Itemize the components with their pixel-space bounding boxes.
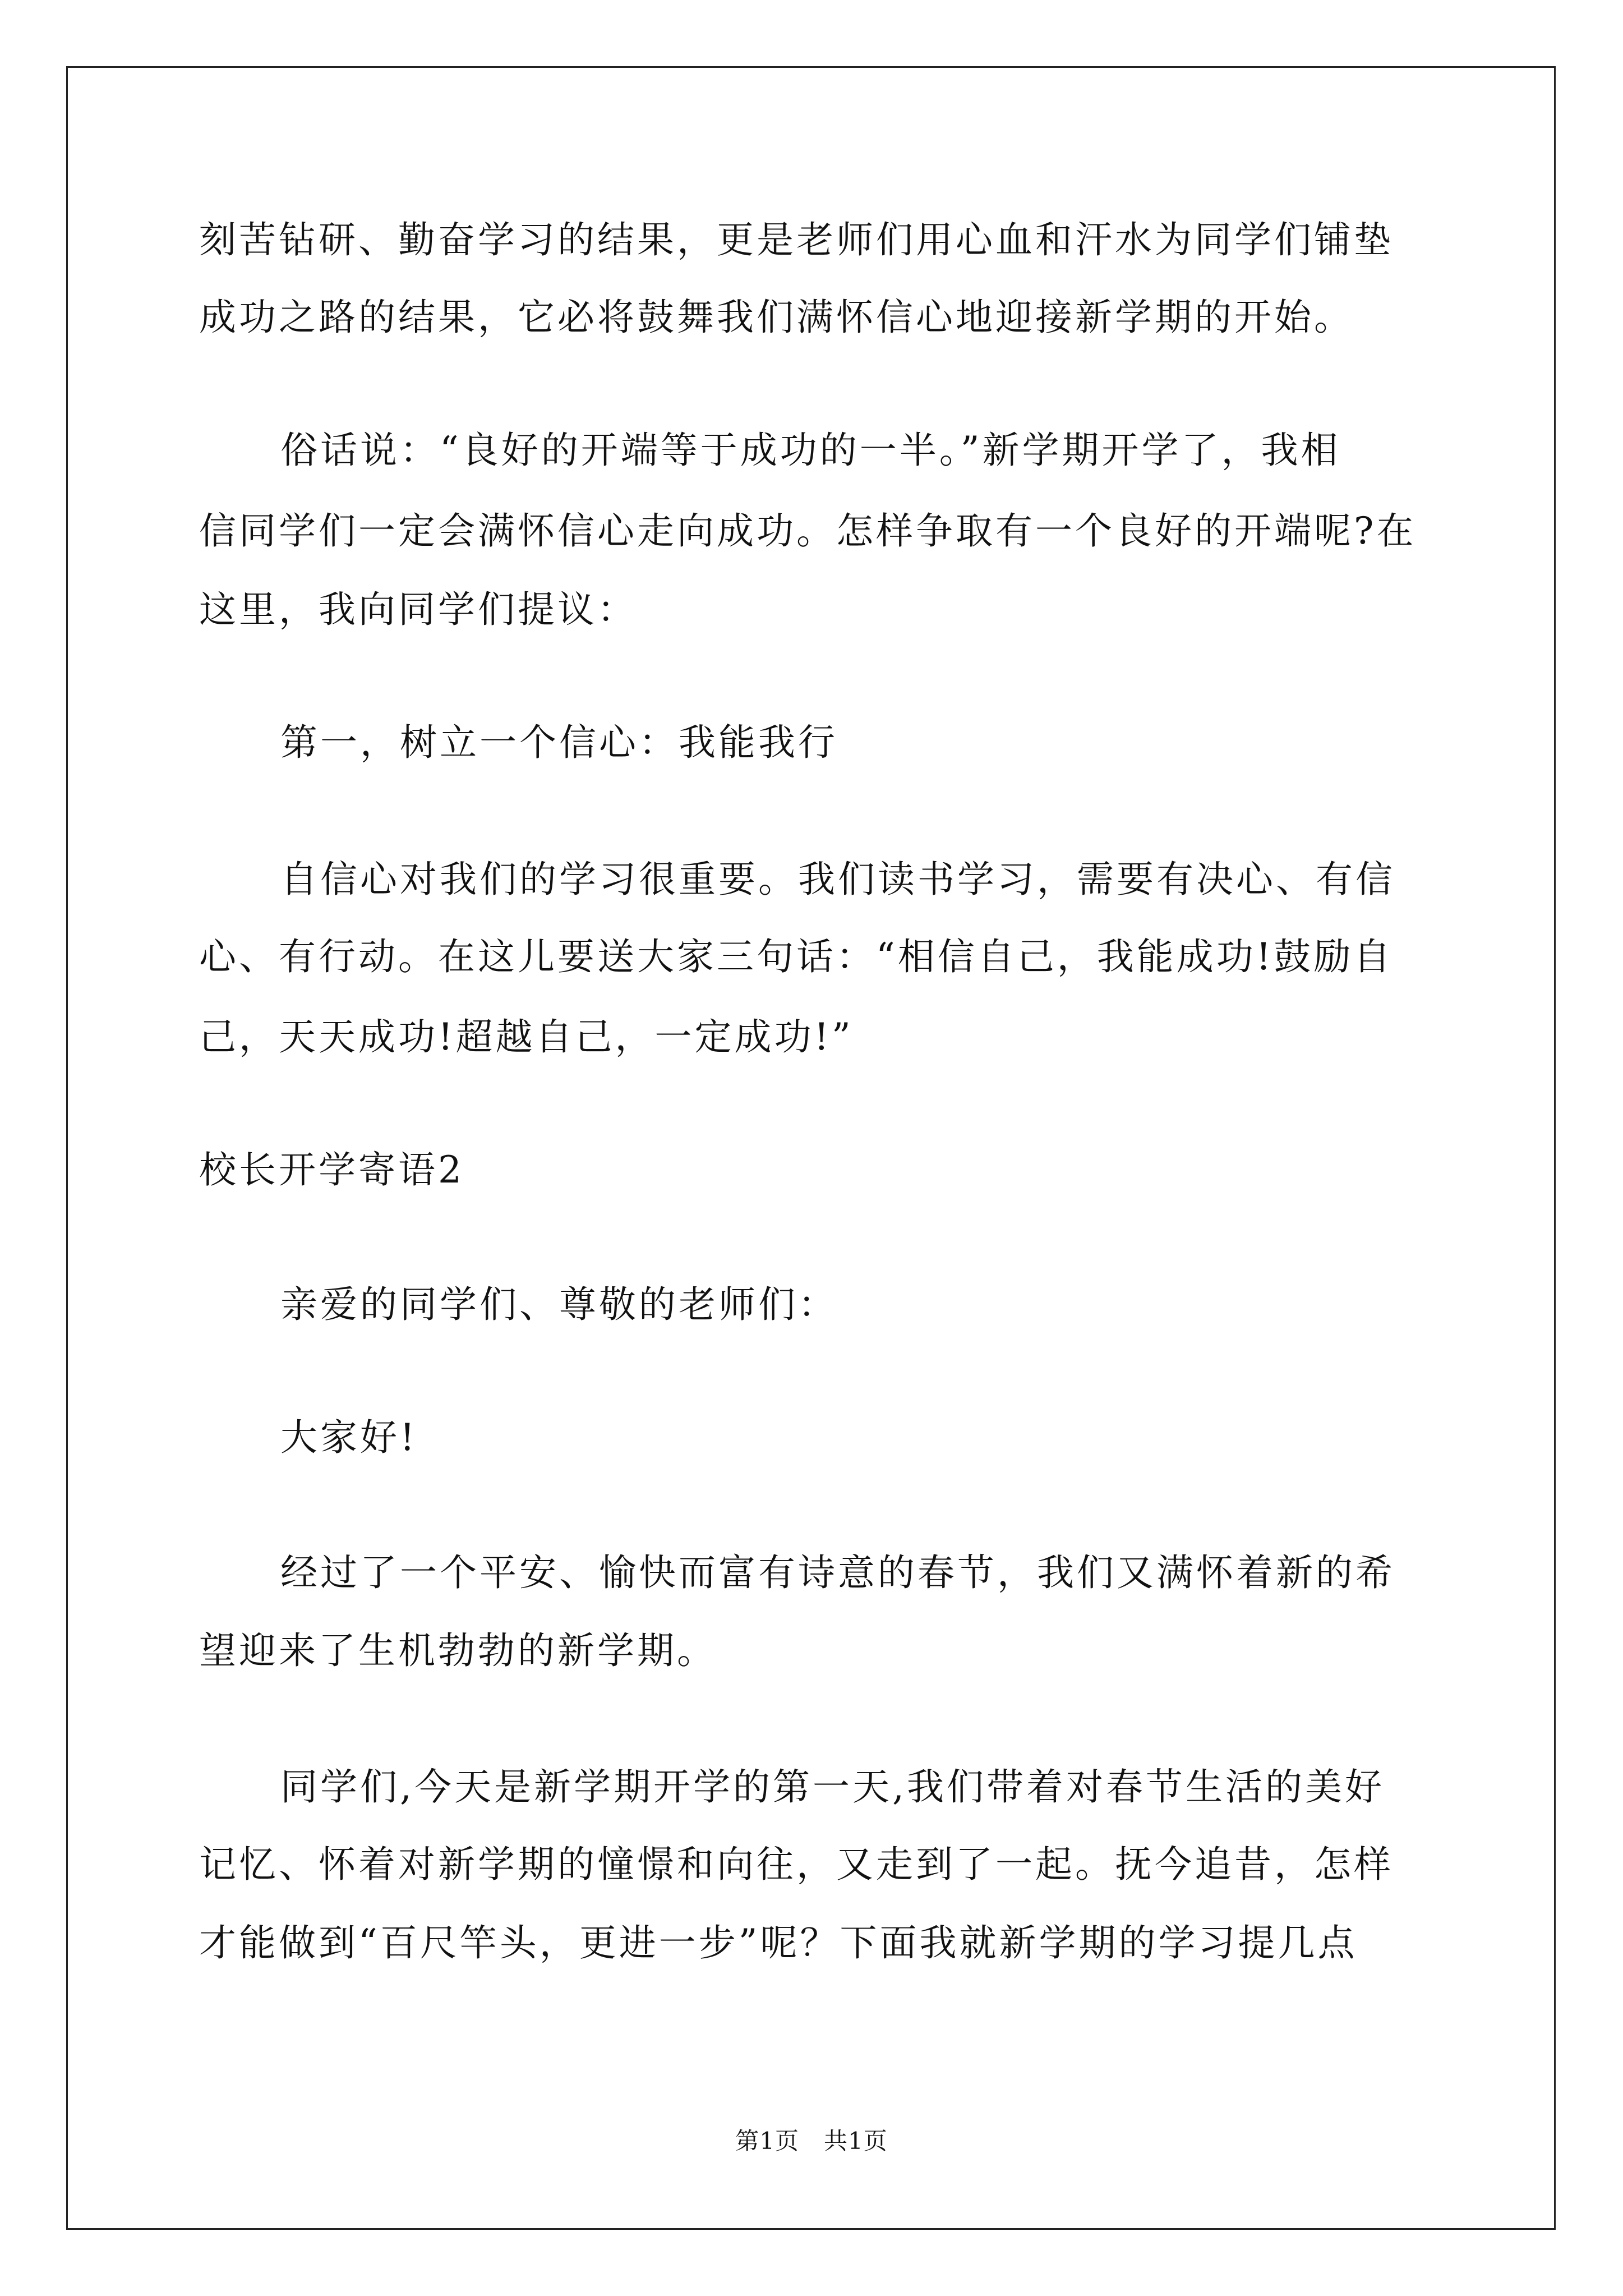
text-line-11: 亲爱的同学们、尊敬的老师们： (280, 1283, 838, 1326)
text-line-16: 记忆、怀着对新学期的憧憬和向往，又走到了一起。抚今追昔，怎样 (199, 1843, 1394, 1886)
text-line-9: 己，天天成功!超越自己，一定成功!” (199, 1015, 854, 1059)
text-line-8: 心、有行动。在这儿要送大家三句话：“相信自己，我能成功!鼓励自 (199, 935, 1394, 978)
text-line-2: 成功之路的结果，它必将鼓舞我们满怀信心地迎接新学期的开始。 (199, 296, 1354, 339)
text-line-1: 刻苦钻研、勤奋学习的结果，更是老师们用心血和汗水为同学们铺垫 (199, 218, 1394, 261)
page-footer (0, 2124, 1623, 2158)
text-line-4: 信同学们一定会满怀信心走向成功。怎样争取有一个良好的开端呢?在 (199, 509, 1417, 553)
text-line-6: 第一，树立一个信心：我能我行 (280, 721, 838, 764)
text-line-5: 这里，我向同学们提议： (199, 588, 637, 631)
text-line-12: 大家好! (280, 1416, 418, 1459)
section-heading: 校长开学寄语2 (199, 1148, 464, 1191)
text-line-15: 同学们,今天是新学期开学的第一天,我们带着对春节生活的美好 (280, 1765, 1385, 1809)
text-line-17: 才能做到“百尺竿头，更进一步”呢？下面我就新学期的学习提几点 (199, 1921, 1358, 1964)
text-line-14: 望迎来了生机勃勃的新学期。 (199, 1629, 717, 1672)
text-line-7: 自信心对我们的学习很重要。我们读书学习，需要有决心、有信 (280, 858, 1395, 901)
page-total: 共1页 (824, 2127, 888, 2155)
text-line-13: 经过了一个平安、愉快而富有诗意的春节，我们又满怀着新的希 (280, 1551, 1395, 1594)
text-line-3: 俗话说：“良好的开端等于成功的一半。”新学期开学了，我相 (280, 429, 1341, 472)
page-number: 第1页 (735, 2127, 799, 2155)
